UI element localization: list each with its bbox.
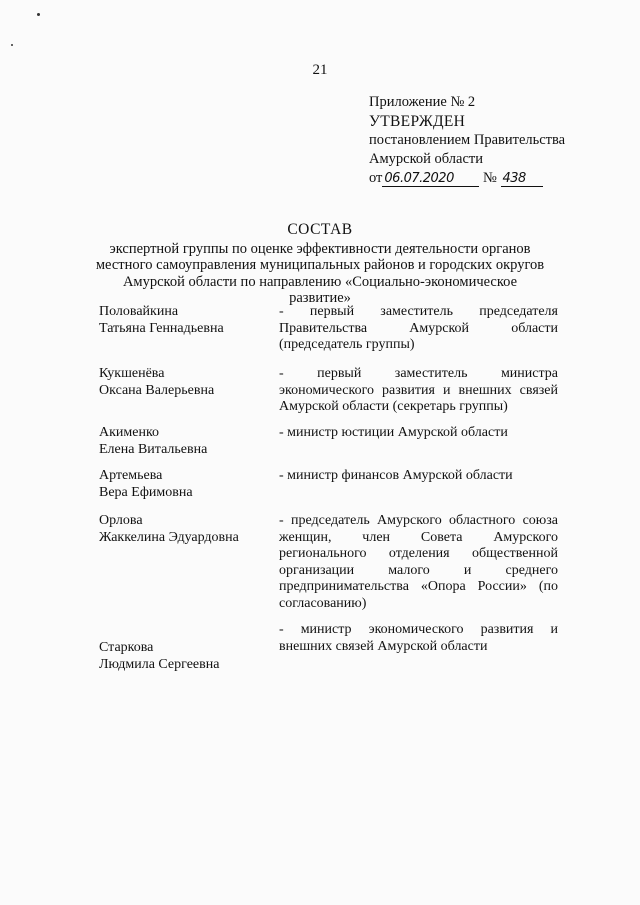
member-role: - министр экономического развития и внешних связей Амурской области <box>279 622 558 654</box>
member-role: - министр юстиции Амурской области <box>279 425 508 440</box>
member-given-names: Татьяна Геннадьевна <box>99 320 224 336</box>
member-given-names: Елена Витальевна <box>99 441 208 457</box>
page-number: 21 <box>312 62 328 78</box>
approval-block <box>369 93 565 188</box>
member-name <box>99 425 269 458</box>
resolution-label: постановлением Правительства <box>369 132 566 148</box>
scan-speck <box>11 44 13 46</box>
member-given-names: Жаккелина Эдуардовна <box>99 529 239 545</box>
document-subtitle: экспертной группы по оценке эффективности деятельности органов местного самоуправления муниципальных районов и городских округов Амурской области по направлению «Социально-экономическое развитие» <box>95 240 545 306</box>
appendix-label: Приложение № 2 <box>369 94 476 110</box>
scan-speck <box>37 13 40 16</box>
resolution-date-line <box>369 169 565 188</box>
member-given-names: Оксана Валерьевна <box>99 382 215 398</box>
member-role: - председатель Амурского областного союза женщин, член Совета Амурского регионального отделения общественной организации малого и среднего предпринимательства «Опора России» (по согласованию) <box>279 513 558 611</box>
handwritten-number: 438 <box>501 172 543 187</box>
member-name <box>99 366 269 399</box>
handwritten-date: 06.07.2020 <box>382 172 479 187</box>
member-surname: Половайкина <box>99 304 179 319</box>
member-given-names: Вера Ефимовна <box>99 484 193 500</box>
member-surname: Акименко <box>99 425 160 440</box>
member-surname: Артемьева <box>99 468 163 483</box>
member-given-names: Людмила Сергеевна <box>99 656 220 672</box>
number-prefix: № <box>483 170 497 186</box>
member-name <box>99 640 269 673</box>
member-role: - министр финансов Амурской области <box>279 468 513 483</box>
document-heading <box>95 222 545 307</box>
member-role: - первый заместитель председателя Правительства Амурской области (председатель группы) <box>279 304 558 352</box>
member-role: - первый заместитель министра экономического развития и внешних связей Амурской области (секретарь группы) <box>279 366 558 414</box>
date-prefix: от <box>369 170 383 186</box>
approved-label: УТВЕРЖДЕН <box>369 113 466 130</box>
member-name <box>99 513 269 546</box>
member-surname: Старкова <box>99 640 154 655</box>
member-name <box>99 304 269 337</box>
member-surname: Орлова <box>99 513 143 528</box>
member-name <box>99 468 269 501</box>
member-surname: Кукшенёва <box>99 366 165 381</box>
document-title: СОСТАВ <box>287 221 353 238</box>
region-label: Амурской области <box>369 151 483 167</box>
